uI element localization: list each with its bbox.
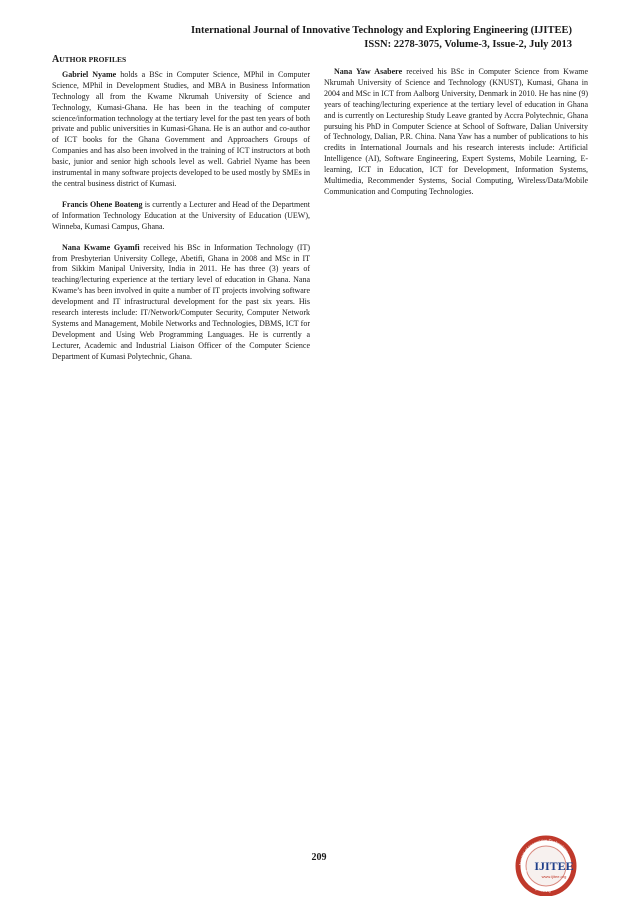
profile-name: Gabriel Nyame	[62, 69, 117, 79]
journal-logo	[510, 826, 592, 896]
profile-text: received his BSc in Information Technology (IT) from Presbyterian University College, Abetifi, Ghana in 2008 and MSc in IT from Sikkim Manipal University, India in 2011. He has three (3) years of teaching/lecturing experience at the tertiary level of education in Ghana. Nana Kwame’s has been involved in quite a number of IT projects involving software development and IT infrastructural development for the past six years. His research interests include: IT/Network/Computer Security, Computer Network Systems and Management, Mobile Networks and Technologies, DBMS, ICT for Development and Using Web Programming Languages. He is currently a Lecturer, Academic and Industrial Liaison Officer of the Computer Science Department of Kumasi Polytechnic, Ghana.	[52, 242, 310, 361]
section-heading	[52, 55, 310, 66]
profile-name: Nana Kwame Gyamfi	[62, 242, 140, 252]
section-heading-rest: UTHOR PROFILES	[59, 55, 127, 64]
profile-name: Nana Yaw Asabere	[334, 67, 403, 76]
profile-name: Francis Ohene Boateng	[62, 199, 143, 209]
logo-ring-text-top: Journal of Innovative Technology	[517, 837, 570, 867]
profile-text: received his BSc in Computer Science from Kwame Nkrumah University of Science and Technology (KNUST), Kumasi, Ghana in 2004 and MSc in ICT from Aalborg University, Denmark in 2010. He has nine (9) years of teaching/lecturing experience at the tertiary level of education in Ghana and is currently on Lectureship Study Leave granted by Accra Polytechnic, Ghana pursuing his PhD in Computer Science at School of Software, Dalian University of Technology, Dalian, P.R. China. Nana Yaw has a number of publications to his credits in International Journals and his research interests include: Artificial Intelligence (AI), Software Engineering, Expert Systems, Mobile Learning, E-learning, ICT in Education, ICT for Development, Information Systems, Multimedia, Recommender Systems, Social Computing, Wireless/Data/Mobile Communication and Computing Technologies.	[324, 67, 588, 196]
right-column	[324, 67, 588, 208]
section-heading-initial: A	[52, 54, 60, 65]
profile-paragraph	[52, 200, 310, 233]
logo-sub-text: www.ijitee.org	[541, 874, 567, 879]
running-header	[191, 24, 572, 52]
profile-paragraph	[52, 70, 310, 190]
profile-text: is currently a Lecturer and Head of the Department of Information Technology Education at the University of Education (UEW), Winneba, Kumasi Campus, Ghana.	[52, 199, 311, 231]
page-number: 209	[311, 852, 327, 863]
profile-text: holds a BSc in Computer Science, MPhil in Computer Science, MPhil in Development Studies, and MBA in Business Information Technology all from the Kwame Nkrumah University of Science and Technology, Kumasi-Ghana. He has been in the teaching of computer science/information technology at the tertiary level for the past ten years of both private and public universities in Kumasi-Ghana. He is an author and co-author of ICT books for the Ghana Government and Approachers Groups of Companies and has also been involved in the training of ICT instructors at both basic, junior and senior high schools level as well. Gabriel Nyame has been instrumental in many software projects developed to be used mostly by SMEs in the central business district of Kumasi.	[52, 69, 310, 188]
left-column	[52, 55, 310, 373]
profile-paragraph	[52, 243, 310, 363]
journal-title: International Journal of Innovative Technology and Exploring Engineering (IJITEE)	[191, 25, 572, 36]
logo-acronym: IJITEE	[534, 859, 574, 873]
logo-ring-text-bottom: Exploring Engineering	[522, 869, 551, 894]
profile-paragraph	[324, 67, 588, 198]
issn-line: ISSN: 2278-3075, Volume-3, Issue-2, July 2013	[364, 39, 572, 50]
